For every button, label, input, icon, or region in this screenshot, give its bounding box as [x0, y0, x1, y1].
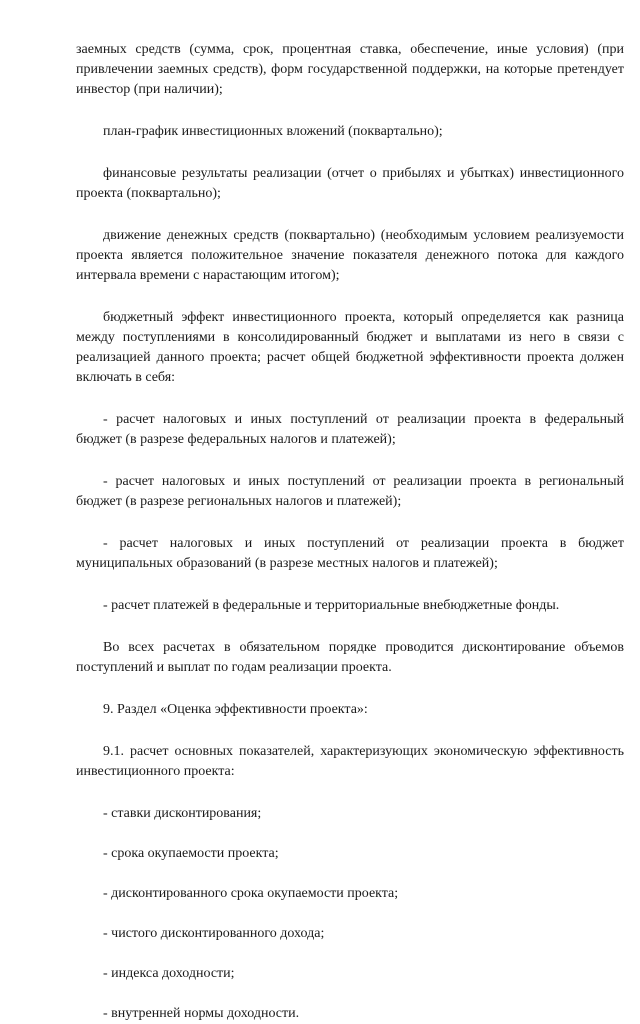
list-item-municipal-budget: - расчет налоговых и иных поступлений от реализации проекта в бюджет муниципальных образований (в разрезе местных налогов и платежей); [76, 536, 624, 571]
list-item-payback-period: - срока окупаемости проекта; [103, 846, 279, 861]
list-item-discount-rate: - ставки дисконтирования; [103, 806, 262, 821]
paragraph-investment-schedule: план-график инвестиционных вложений (поквартально); [103, 124, 443, 139]
paragraph-discounting: Во всех расчетах в обязательном порядке проводится дисконтирование объемов поступлений и выплат по годам реализации проекта. [76, 640, 624, 675]
paragraph-indicators: 9.1. расчет основных показателей, характеризующих экономическую эффективность инвестиционного проекта: [76, 744, 624, 779]
paragraph-budget-effect: бюджетный эффект инвестиционного проекта, который определяется как разница между поступлениями в консолидированный бюджет и выплатами из него в связи с реализацией данного проекта; расчет общей бюджетной эффективности проекта должен включать в себя: [76, 310, 624, 385]
paragraph-cash-flow: движение денежных средств (поквартально) (необходимым условием реализуемости проекта является положительное значение показателя денежного потока для каждого интервала времени с нарастающим итогом); [76, 228, 624, 283]
section-heading-efficiency: 9. Раздел «Оценка эффективности проекта»: [103, 702, 368, 717]
list-item-extrabudgetary-funds: - расчет платежей в федеральные и территориальные внебюджетные фонды. [103, 598, 560, 613]
list-item-federal-budget: - расчет налоговых и иных поступлений от реализации проекта в федеральный бюджет (в разрезе федеральных налогов и платежей); [76, 412, 624, 447]
paragraph-financial-results: финансовые результаты реализации (отчет о прибылях и убытках) инвестиционного проекта (поквартально); [76, 166, 624, 201]
paragraph-borrowed-funds: заемных средств (сумма, срок, процентная ставка, обеспечение, иные условия) (при привлечении заемных средств), форм государственной поддержки, на которые претендует инвестор (при наличии); [76, 42, 624, 97]
list-item-irr: - внутренней нормы доходности. [103, 1006, 300, 1021]
list-item-discounted-payback: - дисконтированного срока окупаемости проекта; [103, 886, 399, 901]
list-item-npv: - чистого дисконтированного дохода; [103, 926, 325, 941]
list-item-profitability-index: - индекса доходности; [103, 966, 235, 981]
list-item-regional-budget: - расчет налоговых и иных поступлений от реализации проекта в региональный бюджет (в разрезе региональных налогов и платежей); [76, 474, 624, 509]
